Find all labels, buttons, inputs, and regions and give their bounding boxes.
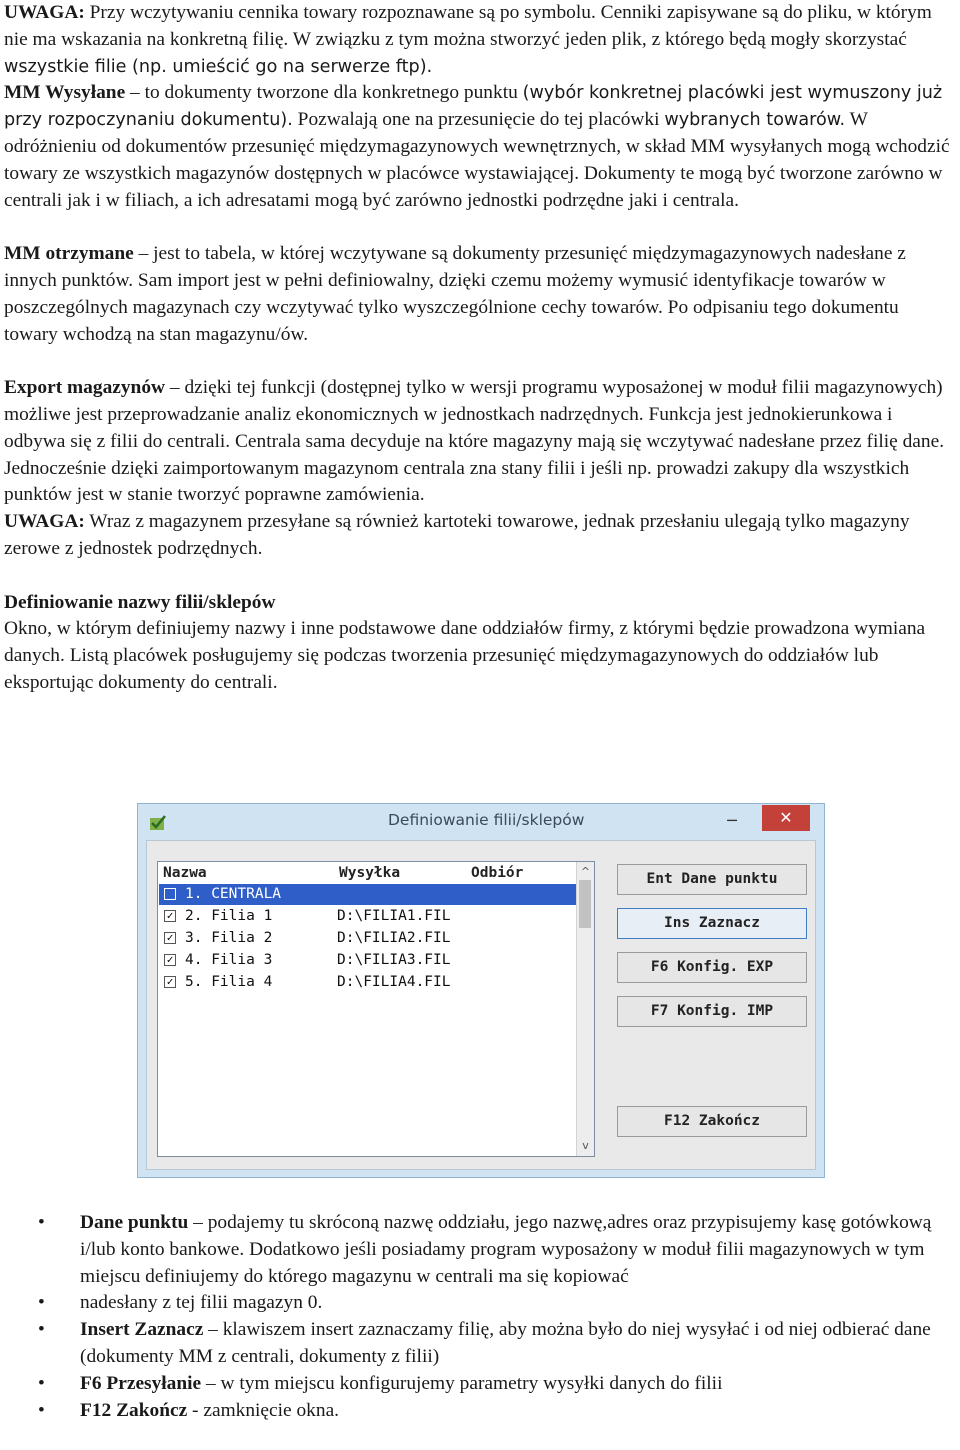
scroll-up-icon[interactable]: ^	[580, 865, 591, 878]
mm-otrzymane-label: MM otrzymane	[4, 243, 134, 265]
export-warning-text: Wraz z magazynem przesyłane są również kartoteki towarowe, jednak przesłaniu ulegają tylko magazyny zerowe z jednostek podrzędnych.	[4, 511, 910, 559]
bullet-text: - zamknięcie okna.	[187, 1399, 340, 1421]
paragraph-definiowanie	[4, 590, 956, 697]
paragraph-mm-wysylane	[4, 0, 956, 214]
section-heading: Definiowanie nazwy filii/sklepów	[4, 591, 276, 613]
minimize-icon[interactable]: ─	[727, 811, 737, 830]
list-item	[0, 1317, 960, 1371]
bullet-label: F12 Zakończ	[80, 1399, 188, 1421]
list-row[interactable]	[159, 884, 576, 905]
document	[4, 0, 956, 697]
bullet-text: – klawiszem insert zaznaczamy filię, aby można było do niej wysyłać i od niej odbierać dane (dokumenty MM z centrali, dokumenty z filii)	[80, 1319, 931, 1367]
list-row[interactable]	[159, 906, 576, 927]
row-checkbox[interactable]	[164, 888, 176, 900]
row-name: 4. Filia 3	[185, 952, 273, 968]
list-item	[0, 1398, 960, 1425]
row-send-path: D:\FILIA1.FIL	[337, 908, 451, 924]
bullet-label: Insert Zaznacz	[80, 1319, 204, 1341]
window-title: Definiowanie filii/sklepów	[388, 811, 585, 829]
scroll-down-icon[interactable]: v	[582, 1139, 589, 1152]
column-header-wysylka[interactable]: Wysyłka	[339, 865, 401, 881]
dialog-client-area	[146, 840, 816, 1170]
zaznacz-button[interactable]: Ins Zaznacz	[617, 908, 807, 939]
row-name: 2. Filia 1	[185, 908, 273, 924]
export-text: – dzięki tej funkcji (dostępnej tylko w wersji programu wyposażonej w moduł filii magazynowych) możliwe jest przeprowadzanie analiz ekonomicznych w jednostkach nadrzędnych. Funkcja jest jednokierunkowa i odbywa się z filii do centrali. Centrala sama decyduje na które magazyny mają się wczytywać nadesłane przez filię dane. Jednocześnie dzięki zaimportowanym magazynom centrala zna stany filii i jeśli np. prowadzi zakupy dla wszystkich punktów jest w stanie tworzyć poprawne zamówienia.	[4, 377, 945, 506]
column-header-nazwa[interactable]: Nazwa	[163, 865, 207, 881]
bullet-icon: •	[38, 1212, 45, 1233]
bullet-text: – w tym miejscu konfigurujemy parametry wysyłki danych do filii	[201, 1372, 723, 1394]
section-text: Okno, w którym definiujemy nazwy i inne podstawowe dane oddziałów firmy, z którymi będzie prowadzona wymiana danych. Listą placówek posługujemy się podczas tworzenia przesunięć międzymagazynowych do oddziałów lub eksportując dokumenty do centrali.	[4, 618, 926, 693]
list-row[interactable]	[159, 972, 576, 993]
bullet-icon: •	[38, 1399, 45, 1421]
mm-wysylane-text-2: Pozwalają one na przesunięcie do tej placówki	[292, 109, 665, 131]
bullet-label: Dane punktu	[80, 1212, 189, 1233]
row-checkbox[interactable]: ✓	[164, 932, 176, 944]
bullet-list	[0, 1210, 960, 1424]
konfig-imp-button[interactable]: F7 Konfig. IMP	[617, 996, 807, 1027]
bullet-text: – podajemy tu skróconą nazwę oddziału, jego nazwę,adres oraz przypisujemy kasę gotówkową i/lub konto bankowe. Dodatkowo jeśli posiadamy program wyposażony w moduł filii magazynowych w tym miejscu definiujemy do którego magazynu w centrali ma się kopiować	[80, 1212, 932, 1287]
bullet-icon: •	[38, 1372, 45, 1394]
row-name: 3. Filia 2	[185, 930, 273, 946]
konfig-exp-button[interactable]: F6 Konfig. EXP	[617, 952, 807, 983]
scroll-thumb[interactable]	[579, 880, 591, 928]
list-row[interactable]	[159, 928, 576, 949]
bullet-icon: •	[38, 1319, 45, 1341]
column-header-odbior[interactable]: Odbiór	[471, 865, 524, 881]
mm-wysylane-text-sans-2: wybranych towarów.	[664, 110, 846, 131]
mm-wysylane-text-sans: (wybór konkretnej placówki jest wymuszony już przy rozpoczynaniu dokumentu).	[4, 83, 943, 131]
bullet-icon: •	[38, 1292, 45, 1314]
row-checkbox[interactable]: ✓	[164, 976, 176, 988]
row-checkbox[interactable]: ✓	[164, 910, 176, 922]
title-bar	[138, 804, 824, 838]
warning-text-sans: wszystkie filie (np. umieścić go na serwerze ftp).	[4, 56, 433, 77]
row-name: 1. CENTRALA	[185, 886, 282, 902]
mm-wysylane-text-3: W odróżnieniu od dokumentów przesunięć międzymagazynowych wewnętrznych, w skład MM wysyłanych mogą wchodzić towary ze wszystkich magazynów dostępnych w placówce wystawiającej. Dokumenty te mogą być tworzone zarówno w centrali jak i w filiach, a ich adresatami mogą być zarówno jednostki podrzędne jaki i centrala.	[4, 109, 950, 211]
dialog-window	[137, 803, 825, 1178]
list-row[interactable]	[159, 950, 576, 971]
paragraph-mm-otrzymane	[4, 241, 956, 348]
export-warning-label: UWAGA:	[4, 511, 85, 533]
list-item	[0, 1371, 960, 1398]
warning-label: UWAGA:	[4, 2, 85, 23]
close-button[interactable]: ✕	[762, 805, 810, 831]
bullet-text: nadesłany z tej filii magazyn 0.	[80, 1292, 323, 1314]
export-label: Export magazynów	[4, 377, 166, 399]
mm-otrzymane-text: – jest to tabela, w której wczytywane są dokumenty przesunięć międzymagazynowych nadesłane z innych punktów. Sam import jest w pełni definiowalny, dzięki czemu możemy wymusić identyfikacje towarów w poszczególnych magazynach czy wczytywać tylko wyszczególnione cechy towarów. Po odpisaniu tego dokumentu towary wchodzą na stan magazynu/ów.	[4, 243, 906, 345]
row-checkbox[interactable]: ✓	[164, 954, 176, 966]
row-send-path: D:\FILIA4.FIL	[337, 974, 451, 990]
dane-punktu-button[interactable]: Ent Dane punktu	[617, 864, 807, 895]
warning-text: Przy wczytywaniu cennika towary rozpoznawane są po symbolu. Cenniki zapisywane są do pliku, w którym nie ma wskazania na konkretną filię. W związku z tym można stworzyć jeden plik, z którego będą mogły skorzystać	[4, 2, 932, 50]
list-item	[0, 1290, 960, 1317]
row-send-path: D:\FILIA2.FIL	[337, 930, 451, 946]
mm-wysylane-label: MM Wysyłane	[4, 82, 126, 104]
row-send-path: D:\FILIA3.FIL	[337, 952, 451, 968]
bullet-label: F6 Przesyłanie	[80, 1372, 202, 1394]
app-icon	[149, 814, 167, 832]
list-item	[0, 1210, 960, 1290]
vertical-scrollbar[interactable]	[576, 862, 594, 1156]
list-header	[158, 862, 578, 882]
zakoncz-button[interactable]: F12 Zakończ	[617, 1106, 807, 1137]
branch-list[interactable]	[157, 861, 595, 1157]
paragraph-export	[4, 375, 956, 563]
row-name: 5. Filia 4	[185, 974, 273, 990]
mm-wysylane-text: – to dokumenty tworzone dla konkretnego punktu	[125, 82, 523, 104]
